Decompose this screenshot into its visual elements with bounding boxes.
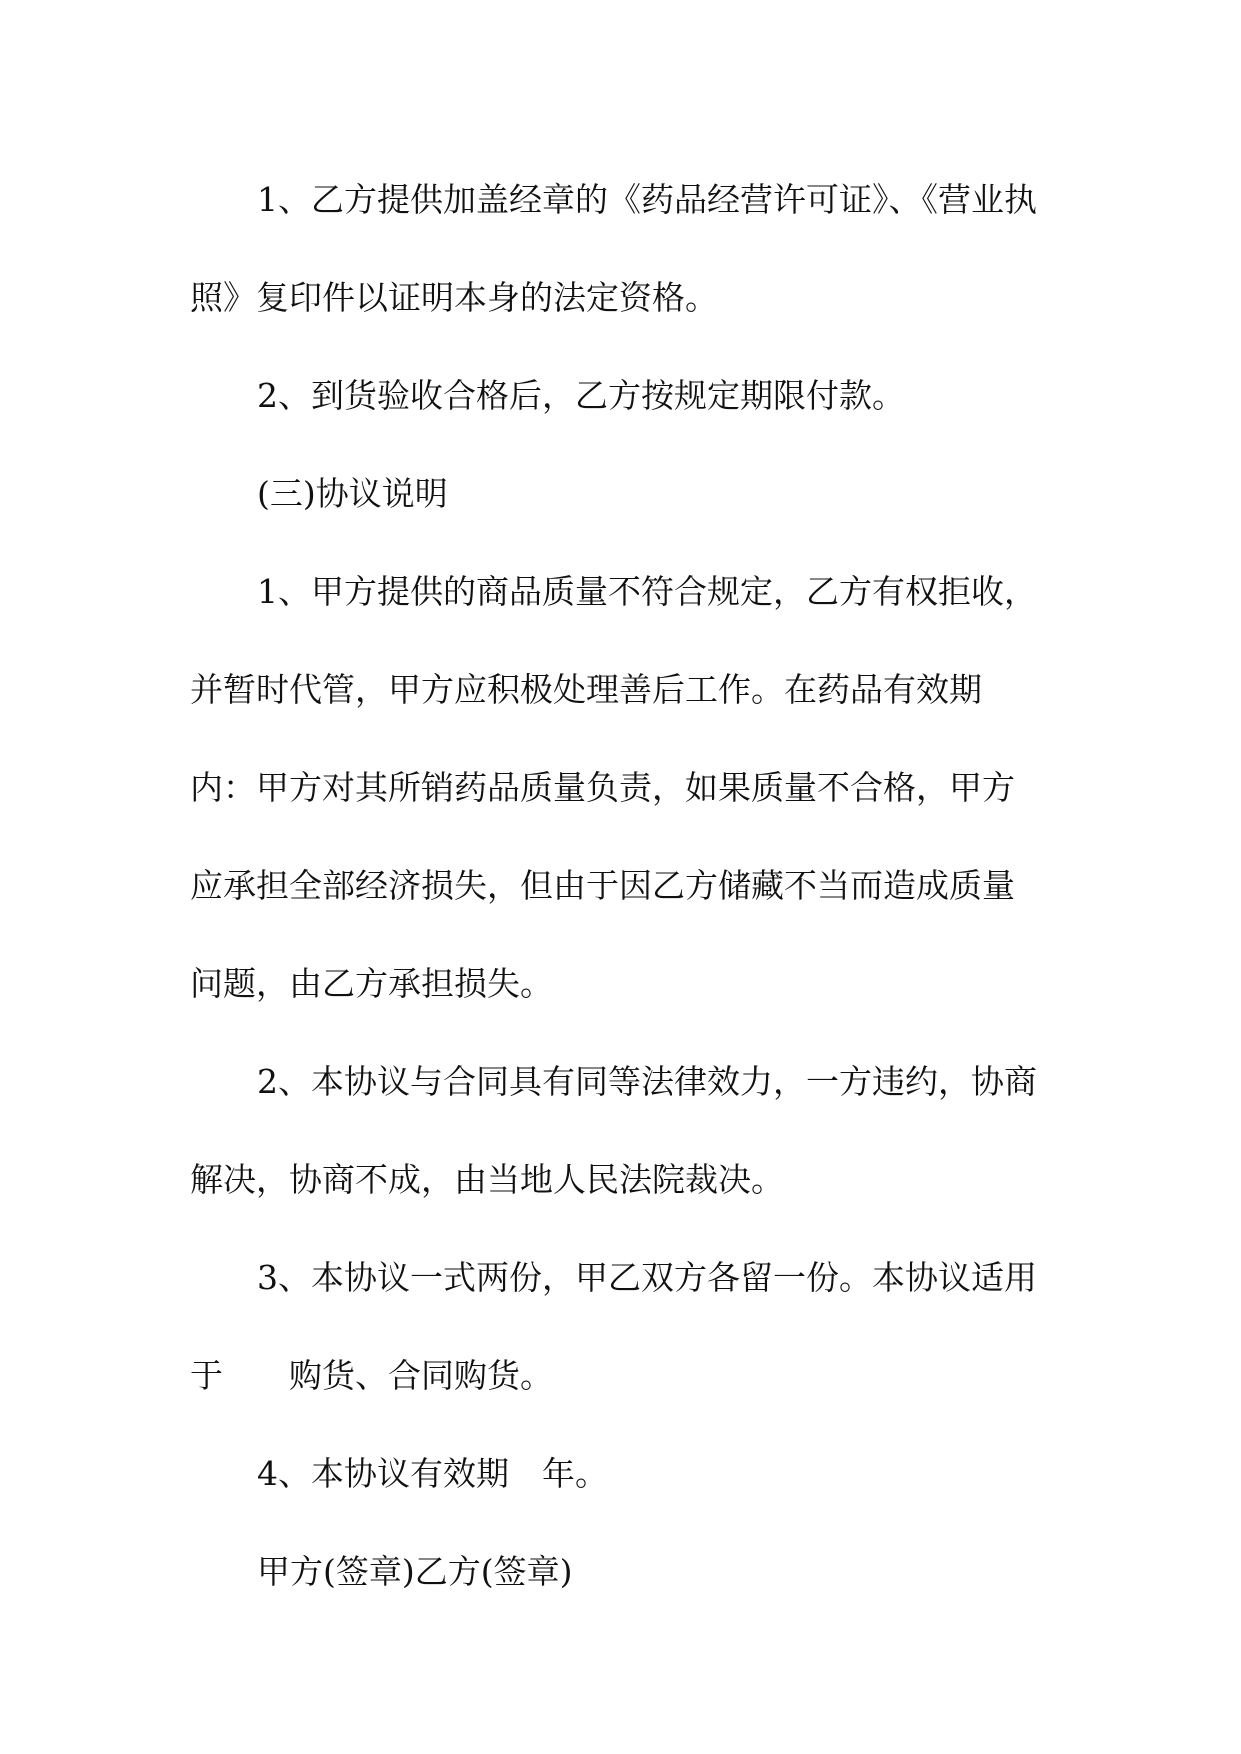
paragraph-line: 4、本协议有效期 年。 — [257, 1454, 608, 1493]
paragraph-line: 解决，协商不成，由当地人民法院裁决。 — [190, 1160, 784, 1199]
paragraph-line: 照》复印件以证明本身的法定资格。 — [190, 278, 718, 317]
paragraph-line: 1、乙方提供加盖经章的《药品经营许可证》、《营业执 — [257, 180, 1037, 219]
paragraph-line: 1、甲方提供的商品质量不符合规定，乙方有权拒收， — [257, 572, 1037, 611]
paragraph-line: 于 购货、合同购货。 — [190, 1356, 553, 1395]
paragraph-line: 问题，由乙方承担损失。 — [190, 964, 553, 1003]
paragraph-line: 2、到货验收合格后，乙方按规定期限付款。 — [257, 376, 905, 415]
signature-line: 甲方(签章)乙方(签章) — [257, 1552, 573, 1591]
paragraph-line: 应承担全部经济损失，但由于因乙方储藏不当而造成质量 — [190, 866, 1015, 905]
paragraph-line: 内：甲方对其所销药品质量负责，如果质量不合格，甲方 — [190, 768, 1015, 807]
paragraph-line: 2、本协议与合同具有同等法律效力，一方违约，协商 — [257, 1062, 1037, 1101]
paragraph-line: 3、本协议一式两份，甲乙双方各留一份。本协议适用 — [257, 1258, 1037, 1297]
paragraph-line: 并暂时代管，甲方应积极处理善后工作。在药品有效期 — [190, 670, 982, 709]
section-heading: (三)协议说明 — [257, 474, 448, 513]
